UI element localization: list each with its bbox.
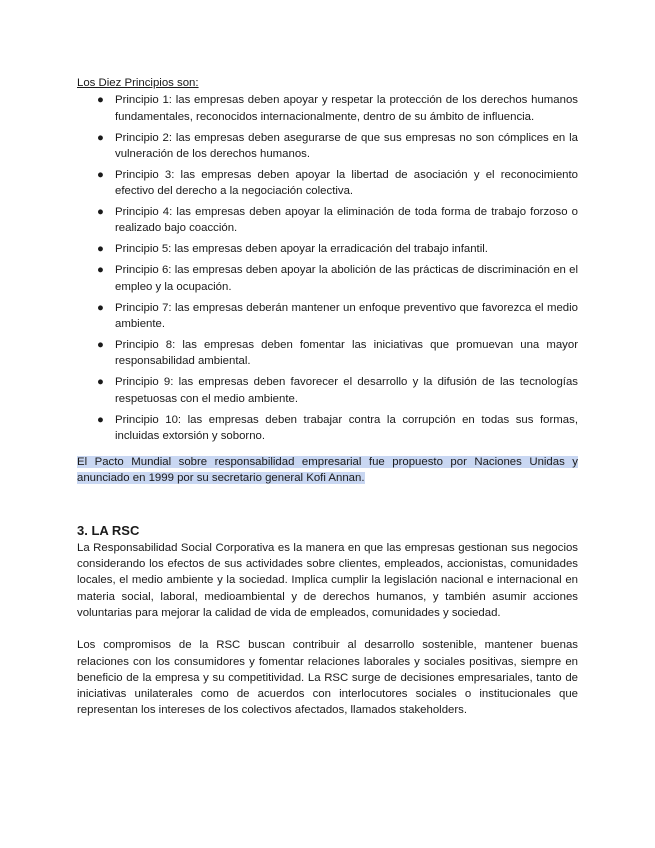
list-item-text: Principio 3: las empresas deben apoyar la libertad de asociación y el reconocimiento efectivo del derecho a la negociación colectiva. [115, 168, 578, 198]
list-item [77, 130, 578, 163]
list-item [77, 337, 578, 370]
bullet-icon: ● [97, 413, 104, 426]
list-item-text: Principio 8: las empresas deben fomentar las iniciativas que promuevan una mayor responsabilidad ambiental. [115, 338, 578, 368]
text-selection-highlight: El Pacto Mundial sobre responsabilidad empresarial fue propuesto por Naciones Unidas y anunciado en 1999 por su secretario general Kofi Annan. [77, 456, 578, 485]
section-heading: 3. LA RSC [77, 522, 140, 538]
bullet-icon: ● [97, 338, 104, 351]
bullet-icon: ● [97, 131, 104, 144]
list-item-text: Principio 4: las empresas deben apoyar la eliminación de toda forma de trabajo forzoso o realizado bajo coacción. [115, 206, 578, 235]
list-item [77, 167, 578, 200]
body-paragraph: Los compromisos de la RSC buscan contribuir al desarrollo sostenible, mantener buenas relaciones con los consumidores y fomentar relaciones laborales y sociales positivas, siempre en beneficio de la empresa y su competitividad. La RSC surge de decisiones empresariales, tanto de iniciativas unilaterales como de acuerdos con interlocutores sociales o institucionales que representan los intereses de los colectivos afectados, llamados stakeholders. [77, 639, 578, 717]
highlighted-paragraph [77, 454, 578, 487]
page-content [77, 75, 578, 719]
bullet-icon: ● [97, 264, 104, 277]
list-item [77, 241, 578, 257]
principles-list [77, 92, 578, 444]
bullet-icon: ● [97, 94, 104, 107]
paragraph-spacer [77, 621, 578, 637]
list-item-text: Principio 9: las empresas deben favorecer el desarrollo y la difusión de las tecnologías respetuosas con el medio ambiente. [115, 376, 578, 405]
list-item-text: Principio 1: las empresas deben apoyar y respetar la protección de los derechos humanos fundamentales, reconocidos internacionalmente, dentro de su ámbito de influencia. [115, 94, 578, 123]
list-item-text: Principio 10: las empresas deben trabajar contra la corrupción en todas sus formas, incluidas extorsión y soborno. [115, 413, 578, 442]
list-item [77, 92, 578, 125]
bullet-icon: ● [97, 376, 104, 389]
list-item [77, 412, 578, 445]
body-paragraph: La Responsabilidad Social Corporativa es la manera en que las empresas gestionan sus negocios considerando los efectos de sus actividades sobre clientes, empleados, accionistas, comunidades locales, el medio ambiente y la sociedad. Implica cumplir la legislación nacional e internacional en materia social, laboral, medioambiental y de derechos humanos, y también asumir acciones voluntarias para mejorar la calidad de vida de empleados, comunidades y sociedad. [77, 541, 578, 619]
bullet-icon: ● [97, 168, 104, 181]
bullet-icon: ● [97, 243, 104, 256]
list-item [77, 262, 578, 295]
list-item-text: Principio 7: las empresas deberán mantener un enfoque preventivo que favorezca el medio ambiente. [115, 301, 578, 330]
list-item-text: Principio 5: las empresas deben apoyar la erradicación del trabajo infantil. [115, 243, 488, 256]
list-item [77, 204, 578, 237]
bullet-icon: ● [97, 206, 104, 219]
list-item-text: Principio 6: las empresas deben apoyar la abolición de las prácticas de discriminación en el empleo y la ocupación. [115, 264, 578, 293]
list-item [77, 374, 578, 407]
bullet-icon: ● [97, 301, 104, 314]
list-item [77, 300, 578, 333]
list-item-text: Principio 2: las empresas deben asegurarse de que sus empresas no son cómplices en la vulneración de los derechos humanos. [115, 131, 578, 160]
principles-list-heading: Los Diez Principios son: [77, 77, 199, 89]
